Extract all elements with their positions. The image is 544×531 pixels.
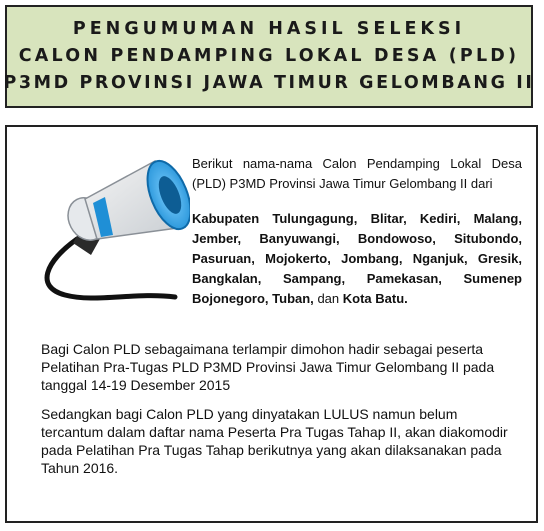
regency-names: Kabupaten Tulungagung, Blitar, Kediri, Malang, Jember, Banyuwangi, Bondowoso, Situbondo, Pasuruan, Mojokerto, Jombang, Nganjuk, Gresik, Bangkalan, Sampang, Pamekasan, Sumenep Bojonegoro, Tuban, — [192, 211, 522, 306]
and-word: dan — [317, 291, 340, 306]
header-title-line-2: CALON PENDAMPING LOKAL DESA (PLD) — [18, 46, 520, 66]
last-city: Kota Batu — [342, 291, 405, 306]
announcement-header — [5, 5, 533, 108]
header-title-line-3: P3MD PROVINSI JAWA TIMUR GELOMBANG II — [3, 73, 535, 93]
intro-text: Berikut nama-nama Calon Pendamping Lokal Desa (PLD) P3MD Provinsi Jawa Timur Gelombang II dari — [192, 156, 522, 191]
megaphone-icon — [25, 147, 190, 307]
header-title-line-1: PENGUMUMAN HASIL SELEKSI — [72, 19, 466, 39]
announcement-body — [5, 125, 538, 523]
paragraph-attendance: Bagi Calon PLD sebagaimana terlampir dimohon hadir sebagai peserta Pelatihan Pra-Tugas PLD P3MD Provinsi Jawa Timur Gelombang II pada tanggal 14-19 Desember 2015 — [41, 341, 495, 393]
paragraph-accommodation: Sedangkan bagi Calon PLD yang dinyatakan LULUS namun belum tercantum dalam daftar nama Peserta Pra Tugas Tahap II, akan diakomodir pada Pelatihan Pra Tugas Tahap berikutnya yang akan dilaksanakan pada Tahun 2016. — [41, 406, 508, 476]
list-period: . — [404, 291, 408, 306]
regency-list — [192, 209, 522, 309]
